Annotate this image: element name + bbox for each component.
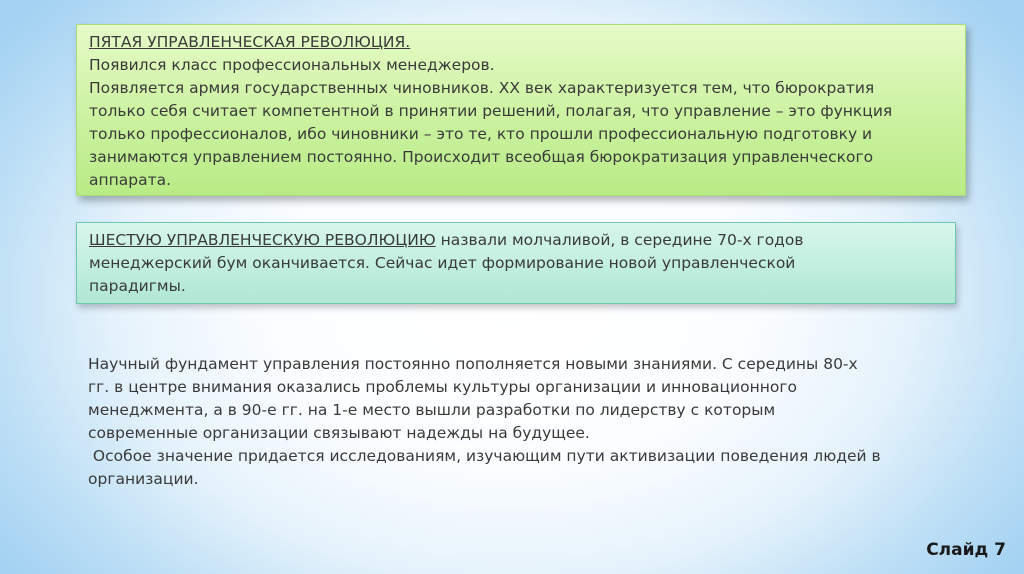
fifth-revolution-line-2: Появляется армия государственных чиновников. ХХ век характеризуется тем, что бюрократия bbox=[89, 79, 875, 97]
fifth-revolution-heading: ПЯТАЯ УПРАВЛЕНЧЕСКАЯ РЕВОЛЮЦИЯ. bbox=[89, 33, 411, 51]
foundation-line-2: гг. в центре внимания оказались проблемы культуры организации и инновационного bbox=[88, 378, 797, 396]
fifth-revolution-line-1: Появился класс профессиональных менеджеров. bbox=[89, 56, 495, 74]
fifth-revolution-line-5: занимаются управлением постоянно. Происходит всеобщая бюрократизация управленческого bbox=[89, 148, 874, 166]
sixth-revolution-line-2: менеджерский бум оканчивается. Сейчас идет формирование новой управленческой bbox=[89, 254, 796, 272]
sixth-revolution-line-1-rest: назвали молчаливой, в середине 70-х годов bbox=[435, 231, 804, 249]
sixth-revolution-line-1 bbox=[89, 229, 945, 252]
foundation-line-4: современные организации связывают надежды на будущее. bbox=[88, 424, 590, 442]
sixth-revolution-line-3: парадигмы. bbox=[89, 277, 186, 295]
fifth-revolution-line-4: только профессионалов, ибо чиновники – это те, кто прошли профессиональную подготовку и bbox=[89, 125, 873, 143]
foundation-line-1: Научный фундамент управления постоянно пополняется новыми знаниями. С середины 80-х bbox=[88, 355, 858, 373]
fifth-revolution-line-6: аппарата. bbox=[89, 171, 172, 189]
slide-number: Слайд 7 bbox=[926, 540, 1006, 560]
foundation-line-6: организации. bbox=[88, 470, 199, 488]
foundation-line-3: менеджмента, а в 90-е гг. на 1-е место вышли разработки по лидерству с которым bbox=[88, 401, 776, 419]
sixth-revolution-box bbox=[76, 222, 956, 304]
fifth-revolution-box bbox=[76, 24, 966, 196]
scientific-foundation-text bbox=[88, 353, 968, 491]
foundation-line-5: Особое значение придается исследованиям, изучающим пути активизации поведения людей в bbox=[88, 447, 881, 465]
sixth-revolution-heading: ШЕСТУЮ УПРАВЛЕНЧЕСКУЮ РЕВОЛЮЦИЮ bbox=[89, 231, 436, 249]
fifth-revolution-line-3: только себя считает компетентной в принятии решений, полагая, что управление – это функция bbox=[89, 102, 893, 120]
